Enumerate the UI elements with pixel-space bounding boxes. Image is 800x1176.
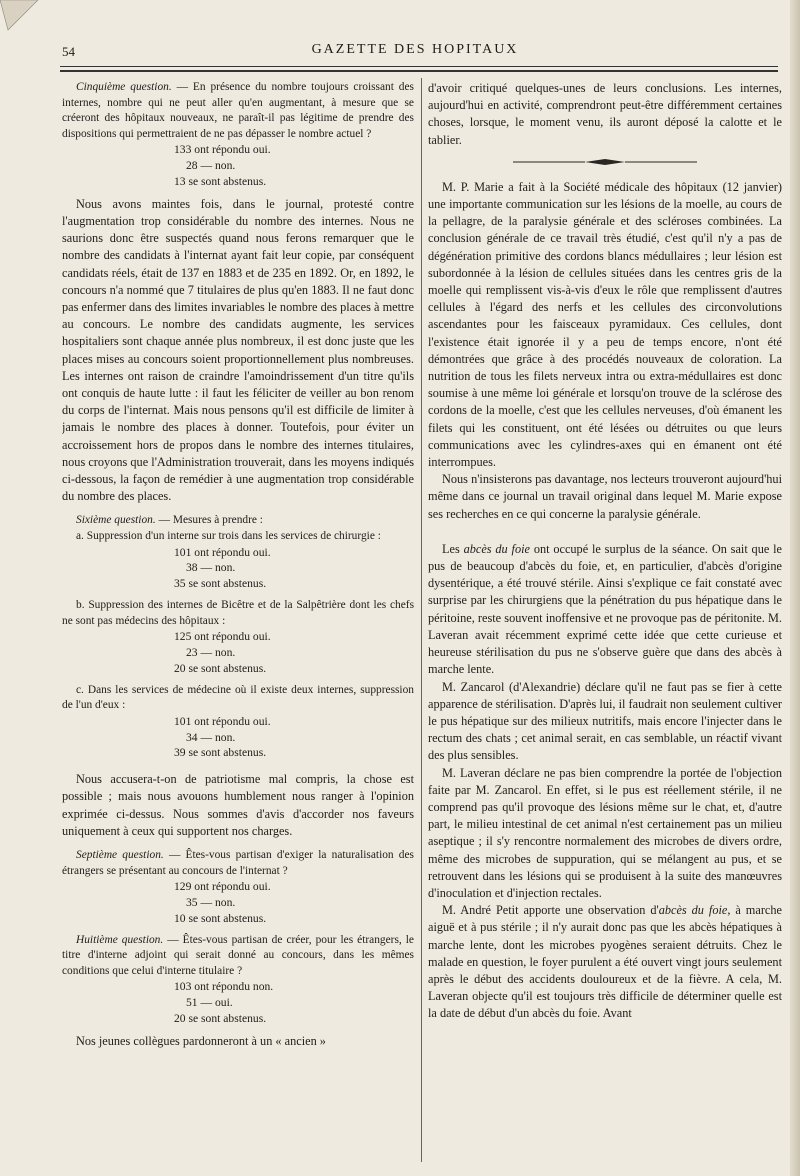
vote-line: 28 — non. <box>186 159 236 173</box>
question-7-label: Septième question. <box>76 848 164 861</box>
page-number: 54 <box>62 44 75 59</box>
commentary-paragraph-3: Nos jeunes collègues pardonneront à un « ancien » <box>76 1033 326 1048</box>
zancarol-paragraph: M. Zancarol (d'Alexandrie) déclare qu'il ne faut pas se fier à cette apparence de stérilisation. D'après lui, il faudrait non seulement cultiver le pus hépatique sur des milieux nutritifs, mais encore l'injecter dans le rectum des chats ; cet animal serait, en cas semblable, un réactif vivant des plus sensibles. <box>428 679 782 763</box>
marie-followup-paragraph: Nous n'insisterons pas davantage, nos lecteurs trouveront aujourd'hui même dans ce journal un travail original dans lequel M. Marie expose ses recherches en ce qui concerne la paralysie générale. <box>428 472 782 521</box>
liver-abscess-paragraph <box>428 541 782 679</box>
question-6-label: Sixième question. <box>76 514 156 527</box>
laveran-paragraph: M. Laveran déclare ne pas bien comprendre la portée de l'objection faite par M. Zancarol. En effet, si le pus est réellement stérile, il ne comprend pas qu'il provoque des lésions même sur le chat, et, d'autre part, le milieu intestinal de cet animal n'est certainement pas un milieu aseptique ; il s'y rencontre normalement des microbes de divers ordre, même des microbes de suppuration, qui se mélangent au pus, et se retrouvent dans les lésions qui se produisent à la suite des manœuvres d'inoculation et d'injection rectales. <box>428 765 782 900</box>
vote-line: 34 — non. <box>186 730 236 744</box>
petit-prefix: M. André Petit apporte une observation d' <box>442 903 659 918</box>
vote-line: 51 — oui. <box>186 996 233 1010</box>
right-column <box>428 80 782 1160</box>
question-5 <box>62 80 414 142</box>
folded-corner-mark <box>0 0 60 40</box>
vote-line: 101 ont répondu oui. <box>174 545 271 559</box>
vote-line: 35 se sont abstenus. <box>174 577 267 591</box>
question-6c: c. Dans les services de médecine où il existe deux internes, suppression de l'un d'eux : <box>62 683 414 712</box>
marie-communication-paragraph: M. P. Marie a fait à la Société médicale des hôpitaux (12 janvier) une importante communication sur les lésions de la moelle, au cours de la pellagre, de la paralysie générale et des scléroses combinées. La conclusion générale de ce travail très étudié, c'est qu'il n'y a pas de dégénération primitive des cordons blancs médullaires ; leur lésion est subordonnée à la lésion de cellules situées dans les centres gris de la moelle qui remplissent vis-à-vis d'eux le rôle que remplissent d'autres cellules à l'égard des nerfs et les cellules des circonvolutions ascendantes pour les faisceaux pyramidaux. Ces cellules, dont l'existence était ignorée il y a peu de temps encore, n'ont été démontrées que grâce à des procédés nouveaux de coloration. La nutrition de tous les filets nerveux intra ou extra-médullaires est donc soumise à une même loi générale et lorsqu'on trouve de la sclérose des cordons de la moelle, c'est que les cellules nerveuses, d'où émanent les filets qui les constituent, ont été lésées ou détruites ou que leurs communications avec les cylindres-axes qui en émanent ont été interrompues. <box>428 179 782 470</box>
question-7 <box>62 848 414 879</box>
vote-line: 20 se sont abstenus. <box>174 661 267 675</box>
petit-body: , à marche aiguë et à pus stérile ; il n'y aurait donc pas que les abcès hépatiques à marche lente, dont les microbes pyogènes seraient détruits. Chez le malade en question, le foyer purulent a été ouvert vingt jours seulement après le début des accidents douloureux et de la fièvre. A cela, M. Laveran objecte qu'il est toujours très difficile de déterminer quelle est la date de début d'un abcès du foie. Avant <box>428 903 782 1021</box>
commentary-paragraph-1: Nous avons maintes fois, dans le journal, protesté contre l'augmentation trop considérable du nombre des internes. Nous ne saurions donc être suspectés quand nous ferons remarquer que le nombre des candidats à l'internat ayant fait leur copie, par conséquent candidats réels, était de 137 en 1883 et de 235 en 1892. Or, en 1892, le concours n'a nommé que 7 titulaires de plus qu'en 1883. Il ne faut donc pas enfermer dans des limites invariables le nombre des places à mettre au concours. Le nombre des candidats augmente, les services hospitaliers sont chaque année plus nombreux, il est donc juste que les places mises au concours soient proportionnellement plus nombreuses. Les internes ont raison de craindre l'amoindrissement d'un titre qu'ils ont conquis de haute lutte : il faut les féliciter de veiller au bon renom du corps de l'internat. Mais nous pensons qu'il est difficile de limiter à jamais le nombre des places à donner. Toutefois, pour éviter un accroissement hors de propos dans le nombre des internes titulaires, nous croyons que l'Administration trouverait, dans les moyens indiqués ci-dessous, la façon de remédier à une augmentation trop considérable du nombre des places. <box>62 196 414 504</box>
vote-line: 20 se sont abstenus. <box>174 1011 267 1025</box>
petit-term: abcès du foie <box>658 903 728 918</box>
question-6b-votes <box>62 629 414 676</box>
question-6b: b. Suppression des internes de Bicêtre et de la Salpêtrière dont les chefs ne sont pas médecins des hôpitaux : <box>62 599 414 627</box>
left-column <box>62 80 414 1160</box>
question-6c-votes <box>62 714 414 761</box>
page-header <box>60 40 770 66</box>
vote-line: 38 — non. <box>186 561 236 575</box>
section-separator <box>513 157 697 167</box>
question-6a-votes <box>62 545 414 592</box>
question-5-text: — En présence du nombre toujours croissant des internes, nombre qui ne peut aller qu'en augmentant, à mesure que se créeront des hôpitaux nouveaux, ne paraît-il pas légitime de prendre des dispositions qui permettraient de ne pas dépasser le nombre actuel ? <box>62 81 414 140</box>
question-7-text: — Êtes-vous partisan d'exiger la naturalisation des étrangers se présentant au concours de l'internat ? <box>62 848 414 877</box>
page-edge-shadow <box>790 0 800 1176</box>
vote-line: 101 ont répondu oui. <box>174 714 271 728</box>
question-6 <box>62 513 414 529</box>
vote-line: 10 se sont abstenus. <box>174 911 267 925</box>
commentary-paragraph-2: Nous accusera-t-on de patriotisme mal compris, la chose est possible ; mais nous avouons humblement nous ranger à l'opinion exprimée ci-dessus. Nous sommes d'avis d'accorder nos faveurs uniquement à ceux qui supportent nos charges. <box>62 772 414 838</box>
liver-abscess-prefix: Les <box>442 541 460 556</box>
question-7-votes <box>62 879 414 926</box>
question-5-votes <box>62 142 414 189</box>
vote-line: 13 se sont abstenus. <box>174 174 267 188</box>
vote-line: 23 — non. <box>186 645 236 659</box>
liver-abscess-body: ont occupé le surplus de la séance. On sait que le pus de beaucoup d'abcès du foie, et, en particulier, d'abcès d'origine dysentérique, a été trouvé stérile. Ainsi s'explique ce fait constaté avec surprise par les chirurgiens que la pénétration du pus hépatique dans le péritoine, reste souvent inoffensive et ne provoque pas de péritonite. M. Laveran avait récemment exprimé cette idée que cette curieuse et heureuse stérilisation du pus ne s'observe guère que dans des abcès à marche lente. <box>428 541 782 677</box>
question-8-votes <box>62 979 414 1026</box>
vote-line: 125 ont répondu oui. <box>174 630 271 644</box>
vote-line: 35 — non. <box>186 895 236 909</box>
question-8-text: — Êtes-vous partisan de créer, pour les étrangers, le titre d'interne adjoint qui serait donné au concours, dans les mêmes conditions que celui d'interne titulaire ? <box>62 933 414 977</box>
header-rule-thin <box>60 66 778 67</box>
question-6-text: — Mesures à prendre : <box>158 514 263 527</box>
vote-line: 39 se sont abstenus. <box>174 746 267 760</box>
question-8-label: Huitième question. <box>76 933 164 946</box>
header-rule-thick <box>60 70 778 72</box>
question-5-label: Cinquième question. <box>76 81 172 93</box>
journal-title: GAZETTE DES HOPITAUX <box>311 42 519 57</box>
petit-paragraph <box>428 902 782 1022</box>
vote-line: 129 ont répondu oui. <box>174 880 271 894</box>
continued-paragraph: d'avoir critiqué quelques-unes de leurs conclusions. Les internes, aujourd'hui en activité, comprendront peut-être différemment certaines choses, lorsque, le moment venu, ils auront déposé la calotte et le tablier. <box>428 81 782 147</box>
question-8 <box>62 933 414 980</box>
question-6a: a. Suppression d'un interne sur trois dans les services de chirurgie : <box>76 530 381 543</box>
liver-abscess-term: abcès du foie <box>463 541 530 556</box>
vote-line: 103 ont répondu non. <box>174 980 274 994</box>
vote-line: 133 ont répondu oui. <box>174 143 271 157</box>
column-divider <box>421 78 422 1162</box>
